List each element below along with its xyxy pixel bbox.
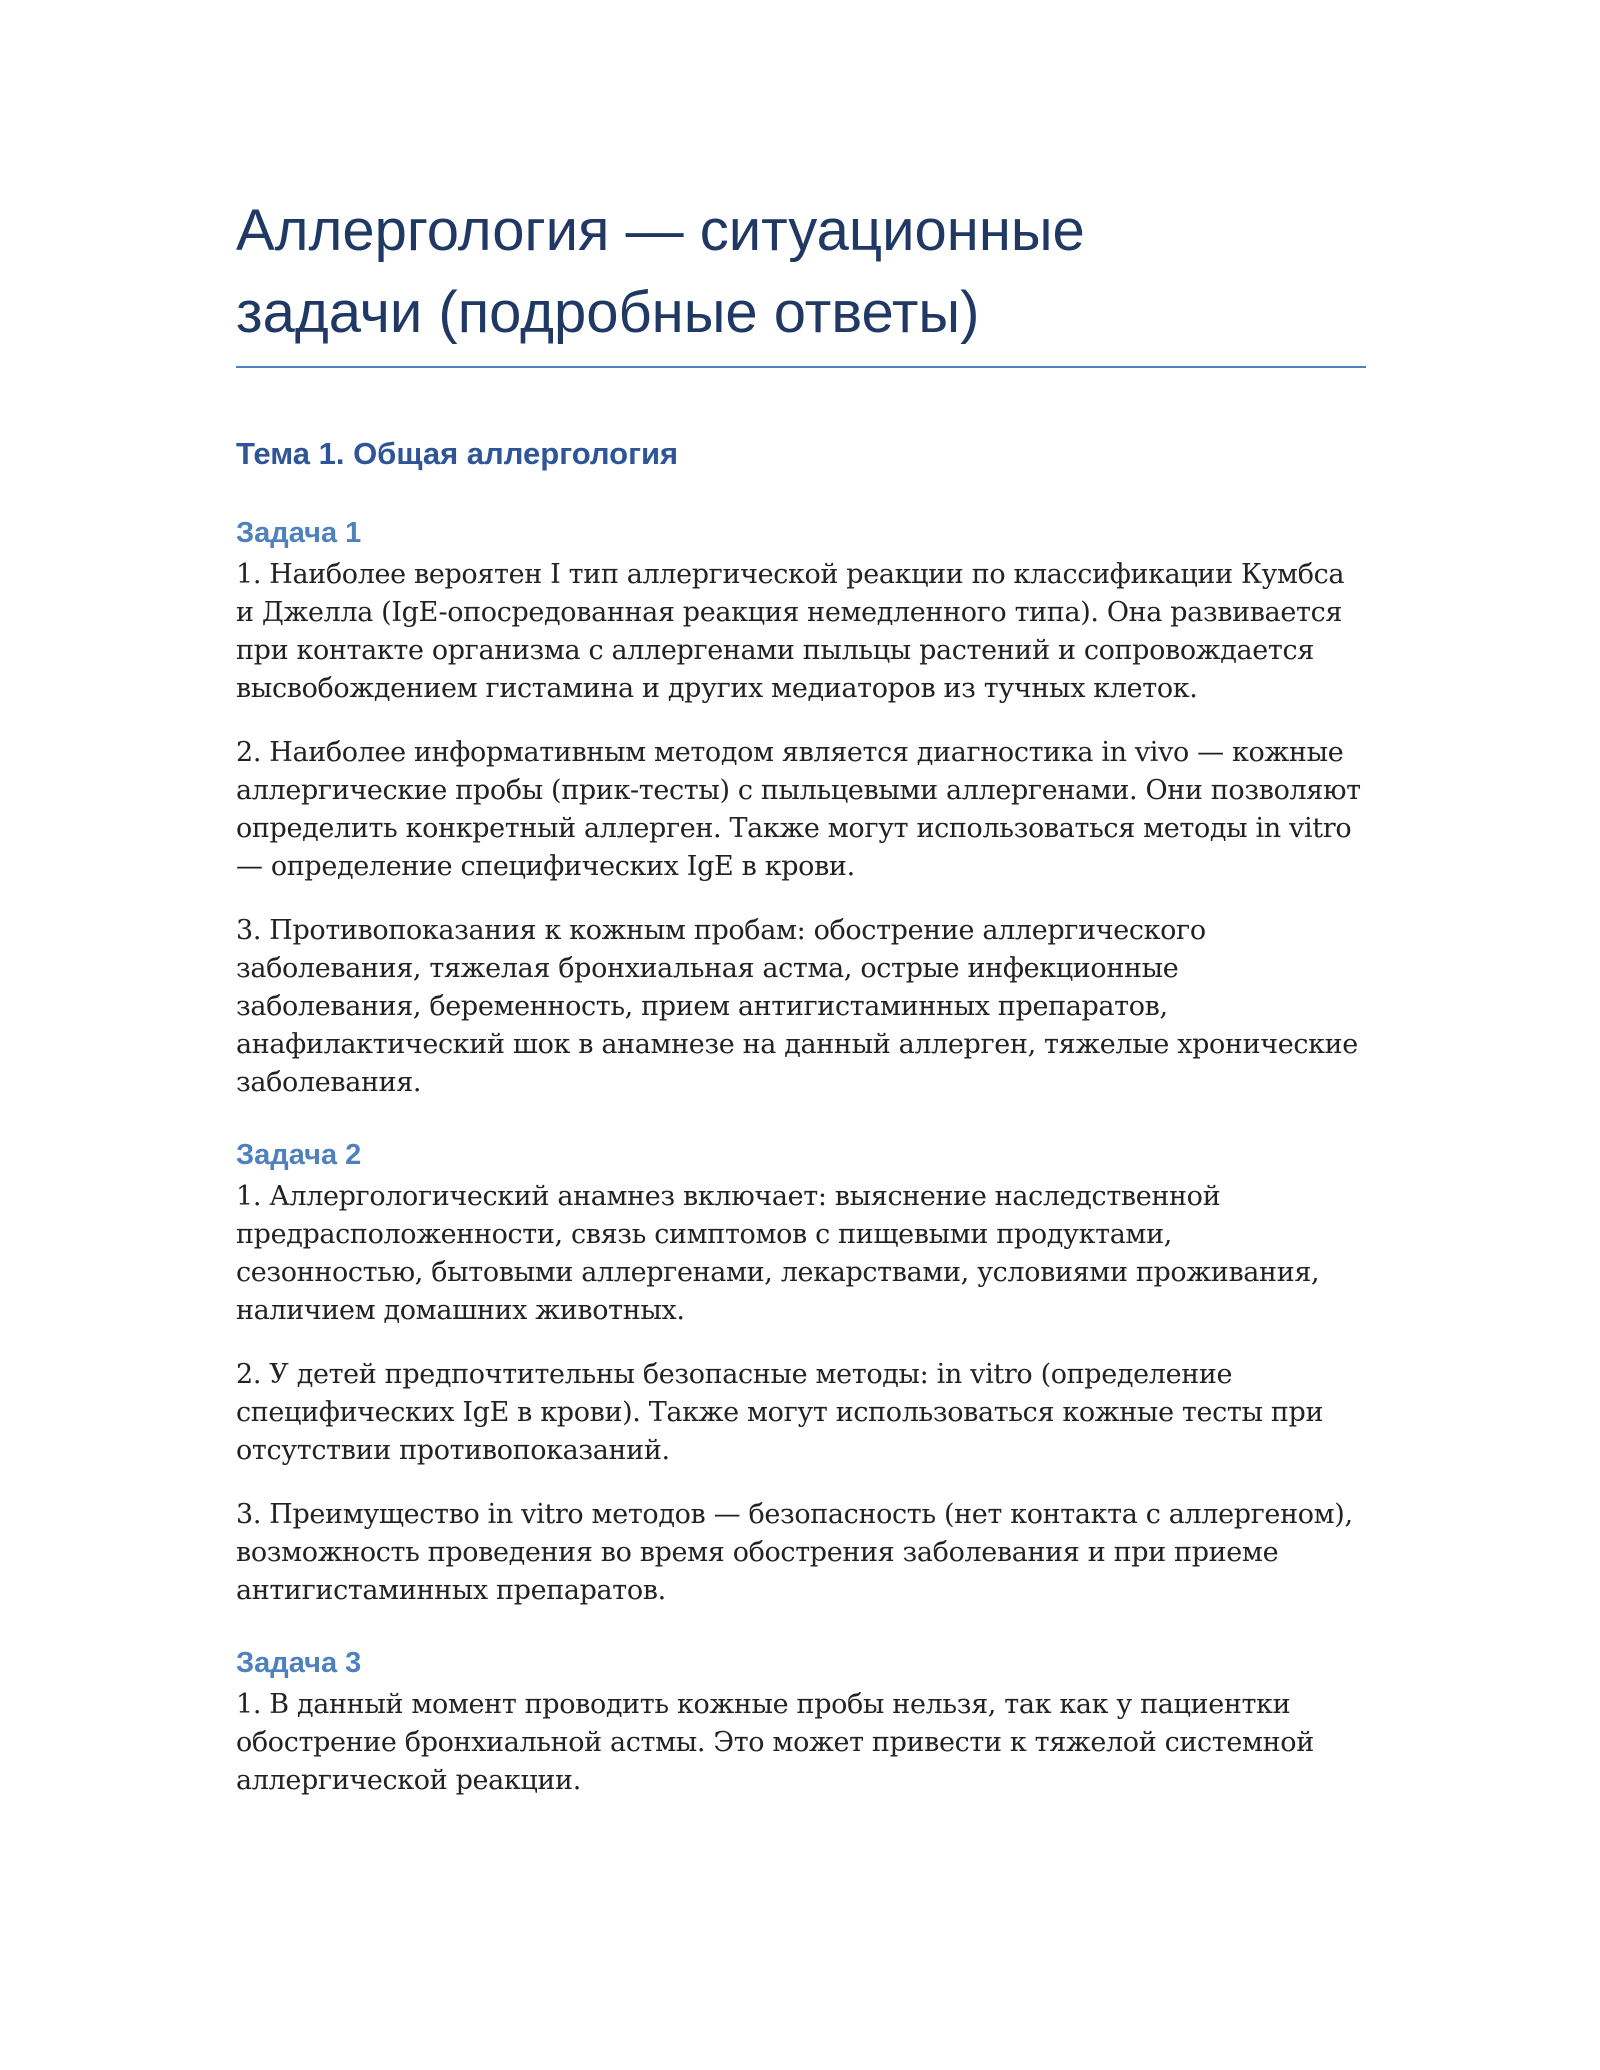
document-title [236,190,1366,368]
task-answer-paragraph: 1. В данный момент проводить кожные пробы нельзя, так как у пациентки обострение бронхиальной астмы. Это может привести к тяжелой системной аллергической реакции. [236,1689,1314,1796]
task-section [236,1644,1366,1800]
task-answer-paragraph: 1. Аллергологический анамнез включает: выяснение наследственной предрасположенности, связь симптомов с пищевыми продуктами, сезонностью, бытовыми аллергенами, лекарствами, условиями проживания, наличием домашних животных. [236,1181,1320,1326]
task-heading: Задача 2 [236,1139,362,1171]
document-title-line-2: задачи (подробные ответы) [236,280,980,345]
document-page [236,190,1366,1800]
task-answer-paragraph: 2. У детей предпочтительны безопасные методы: in vitro (определение специфических IgE в крови). Также могут использоваться кожные тесты при отсутствии противопоказаний. [236,1359,1324,1466]
task-answer-paragraph: 3. Противопоказания к кожным пробам: обострение аллергического заболевания, тяжелая бронхиальная астма, острые инфекционные заболевания, беременность, прием антигистаминных препаратов, анафилактический шок в анамнезе на данный аллерген, тяжелые хронические заболевания. [236,915,1358,1098]
document-title-line-1: Аллергология — ситуационные [236,198,1085,263]
task-answer-paragraph: 1. Наиболее вероятен I тип аллергической реакции по классификации Кумбса и Джелла (IgE-опосредованная реакция немедленного типа). Она развивается при контакте организма с аллергенами пыльцы растений и сопровождается высвобождением гистамина и других медиаторов из тучных клеток. [236,559,1345,704]
task-heading: Задача 1 [236,517,362,549]
topic-heading: Тема 1. Общая аллергология [236,436,679,471]
task-answer-paragraph: 3. Преимущество in vitro методов — безопасность (нет контакта с аллергеном), возможность проведения во время обострения заболевания и при приеме антигистаминных препаратов. [236,1499,1353,1606]
task-section [236,514,1366,1102]
task-heading: Задача 3 [236,1647,362,1679]
task-section [236,1136,1366,1610]
task-answer-paragraph: 2. Наиболее информативным методом является диагностика in vivo — кожные аллергические пробы (прик-тесты) с пыльцевыми аллергенами. Они позволяют определить конкретный аллерген. Также могут использоваться методы in vitro — определение специфических IgE в крови. [236,737,1361,882]
